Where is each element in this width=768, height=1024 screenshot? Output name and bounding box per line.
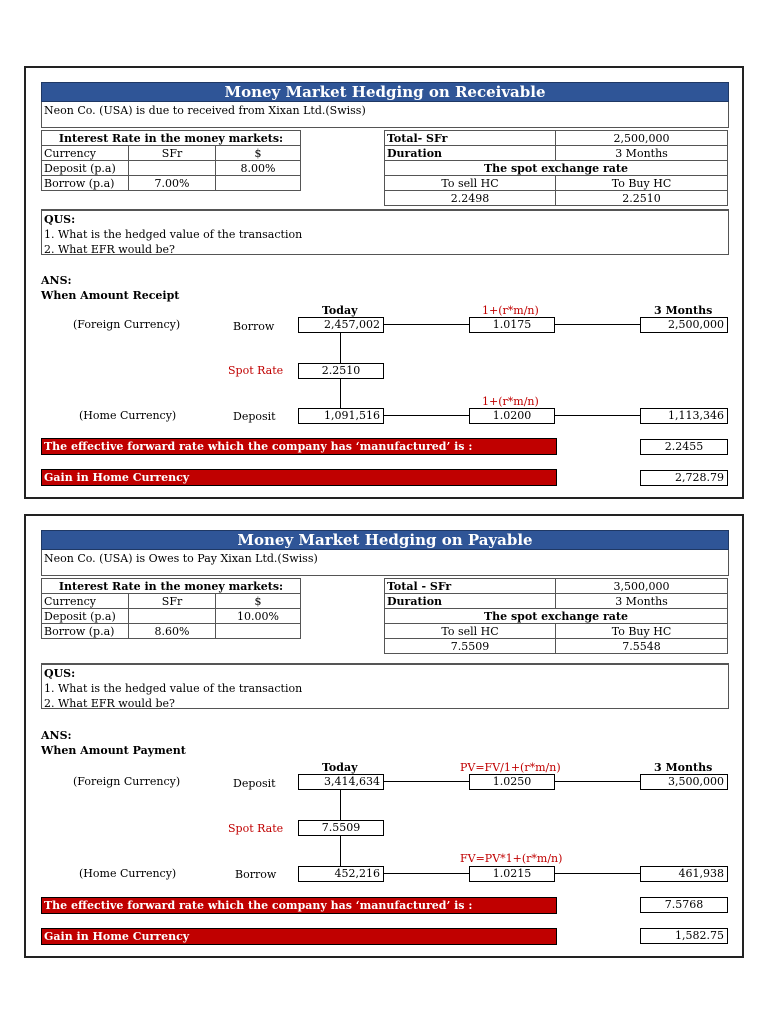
- duration-value: 3 Months: [556, 594, 728, 609]
- deposit-label: Deposit (p.a): [42, 609, 129, 624]
- foreign-future-box: 2,500,000: [640, 317, 728, 333]
- panel-title: Money Market Hedging on Receivable: [41, 82, 729, 102]
- foreign-future-box: 3,500,000: [640, 774, 728, 790]
- question-2: 2. What EFR would be?: [44, 243, 175, 256]
- formula-top-label: 1+(r*m/n): [482, 304, 539, 317]
- connector-line: [340, 379, 341, 409]
- question-label: QUS:: [44, 213, 76, 226]
- question-box: [41, 663, 729, 709]
- today-label: Today: [322, 761, 358, 774]
- answer-subtitle: When Amount Payment: [41, 744, 186, 757]
- home-factor-box: 1.0200: [469, 408, 555, 424]
- three-months-label: 3 Months: [654, 761, 713, 774]
- spot-rate-header: The spot exchange rate: [385, 609, 728, 624]
- intro-text: Neon Co. (USA) is Owes to Pay Xixan Ltd.(Swiss): [41, 550, 729, 576]
- receivable-panel: [24, 66, 744, 499]
- interest-rate-header: Interest Rate in the money markets:: [42, 579, 301, 594]
- spot-rate-box: 7.5509: [298, 820, 384, 836]
- spot-rate-label: Spot Rate: [228, 364, 284, 377]
- total-label: Total- SFr: [385, 131, 556, 146]
- borrow-usd-cell: [216, 624, 301, 639]
- today-label: Today: [322, 304, 358, 317]
- formula-bottom-label: 1+(r*m/n): [482, 395, 539, 408]
- interest-rate-table: [41, 578, 301, 639]
- foreign-factor-box: 1.0175: [469, 317, 555, 333]
- home-currency-label: (Home Currency): [79, 867, 177, 880]
- deposit-usd-cell: 8.00%: [216, 161, 301, 176]
- formula-bottom-label: FV=PV*1+(r*m/n): [460, 852, 563, 865]
- spot-rate-label: Spot Rate: [228, 822, 284, 835]
- connector-line: [340, 836, 341, 867]
- home-today-box: 452,216: [298, 866, 384, 882]
- efr-bar: The effective forward rate which the company has ‘manufactured’ is :: [41, 438, 557, 455]
- total-value: 2,500,000: [556, 131, 728, 146]
- foreign-factor-box: 1.0250: [469, 774, 555, 790]
- question-1: 1. What is the hedged value of the transaction: [44, 228, 303, 241]
- deposit-usd-cell: 10.00%: [216, 609, 301, 624]
- home-factor-box: 1.0215: [469, 866, 555, 882]
- buy-hc-label: To Buy HC: [556, 176, 728, 191]
- home-action-label: Deposit: [233, 410, 276, 423]
- panel-title: Money Market Hedging on Payable: [41, 530, 729, 550]
- spot-rate-box: 2.2510: [298, 363, 384, 379]
- gain-bar: Gain in Home Currency: [41, 928, 557, 945]
- connector-line: [383, 781, 469, 782]
- question-label: QUS:: [44, 667, 76, 680]
- connector-line: [383, 873, 469, 874]
- currency-label: Currency: [42, 146, 129, 161]
- interest-rate-table: [41, 130, 301, 191]
- connector-line: [383, 415, 469, 416]
- connector-line: [340, 333, 341, 364]
- foreign-action-label: Borrow: [233, 320, 275, 333]
- sell-hc-value: 2.2498: [385, 191, 556, 206]
- answer-label: ANS:: [41, 274, 72, 287]
- home-future-box: 461,938: [640, 866, 728, 882]
- foreign-currency-label: (Foreign Currency): [73, 775, 181, 788]
- foreign-today-box: 2,457,002: [298, 317, 384, 333]
- connector-line: [340, 790, 341, 821]
- spot-rate-header: The spot exchange rate: [385, 161, 728, 176]
- borrow-sfr-cell: 7.00%: [129, 176, 216, 191]
- usd-column-header: $: [216, 146, 301, 161]
- gain-bar: Gain in Home Currency: [41, 469, 557, 486]
- connector-line: [555, 873, 640, 874]
- foreign-action-label: Deposit: [233, 777, 276, 790]
- three-months-label: 3 Months: [654, 304, 713, 317]
- intro-text: Neon Co. (USA) is due to received from Xixan Ltd.(Swiss): [41, 102, 729, 128]
- sfr-column-header: SFr: [129, 594, 216, 609]
- foreign-today-box: 3,414,634: [298, 774, 384, 790]
- buy-hc-value: 2.2510: [556, 191, 728, 206]
- deposit-sfr-cell: [129, 609, 216, 624]
- buy-hc-value: 7.5548: [556, 639, 728, 654]
- connector-line: [555, 781, 640, 782]
- total-value: 3,500,000: [556, 579, 728, 594]
- buy-hc-label: To Buy HC: [556, 624, 728, 639]
- deal-table: [384, 578, 728, 654]
- answer-subtitle: When Amount Receipt: [41, 289, 180, 302]
- efr-value-box: 2.2455: [640, 439, 728, 455]
- efr-bar: The effective forward rate which the company has ‘manufactured’ is :: [41, 897, 557, 914]
- gain-value-box: 2,728.79: [640, 470, 728, 486]
- borrow-label: Borrow (p.a): [42, 624, 129, 639]
- usd-column-header: $: [216, 594, 301, 609]
- efr-value-box: 7.5768: [640, 897, 728, 913]
- connector-line: [555, 415, 640, 416]
- borrow-label: Borrow (p.a): [42, 176, 129, 191]
- deposit-label: Deposit (p.a): [42, 161, 129, 176]
- duration-label: Duration: [385, 146, 556, 161]
- answer-label: ANS:: [41, 729, 72, 742]
- home-currency-label: (Home Currency): [79, 409, 177, 422]
- sell-hc-label: To sell HC: [385, 624, 556, 639]
- home-future-box: 1,113,346: [640, 408, 728, 424]
- duration-value: 3 Months: [556, 146, 728, 161]
- foreign-currency-label: (Foreign Currency): [73, 318, 181, 331]
- deal-table: [384, 130, 728, 206]
- total-label: Total - SFr: [385, 579, 556, 594]
- question-2: 2. What EFR would be?: [44, 697, 175, 710]
- connector-line: [383, 324, 469, 325]
- borrow-sfr-cell: 8.60%: [129, 624, 216, 639]
- borrow-usd-cell: [216, 176, 301, 191]
- payable-panel: [24, 514, 744, 958]
- gain-value-box: 1,582.75: [640, 928, 728, 944]
- connector-line: [555, 324, 640, 325]
- interest-rate-header: Interest Rate in the money markets:: [42, 131, 301, 146]
- currency-label: Currency: [42, 594, 129, 609]
- home-action-label: Borrow: [235, 868, 277, 881]
- question-1: 1. What is the hedged value of the transaction: [44, 682, 303, 695]
- home-today-box: 1,091,516: [298, 408, 384, 424]
- sfr-column-header: SFr: [129, 146, 216, 161]
- sell-hc-value: 7.5509: [385, 639, 556, 654]
- formula-top-label: PV=FV/1+(r*m/n): [460, 761, 561, 774]
- sell-hc-label: To sell HC: [385, 176, 556, 191]
- question-box: [41, 209, 729, 255]
- deposit-sfr-cell: [129, 161, 216, 176]
- duration-label: Duration: [385, 594, 556, 609]
